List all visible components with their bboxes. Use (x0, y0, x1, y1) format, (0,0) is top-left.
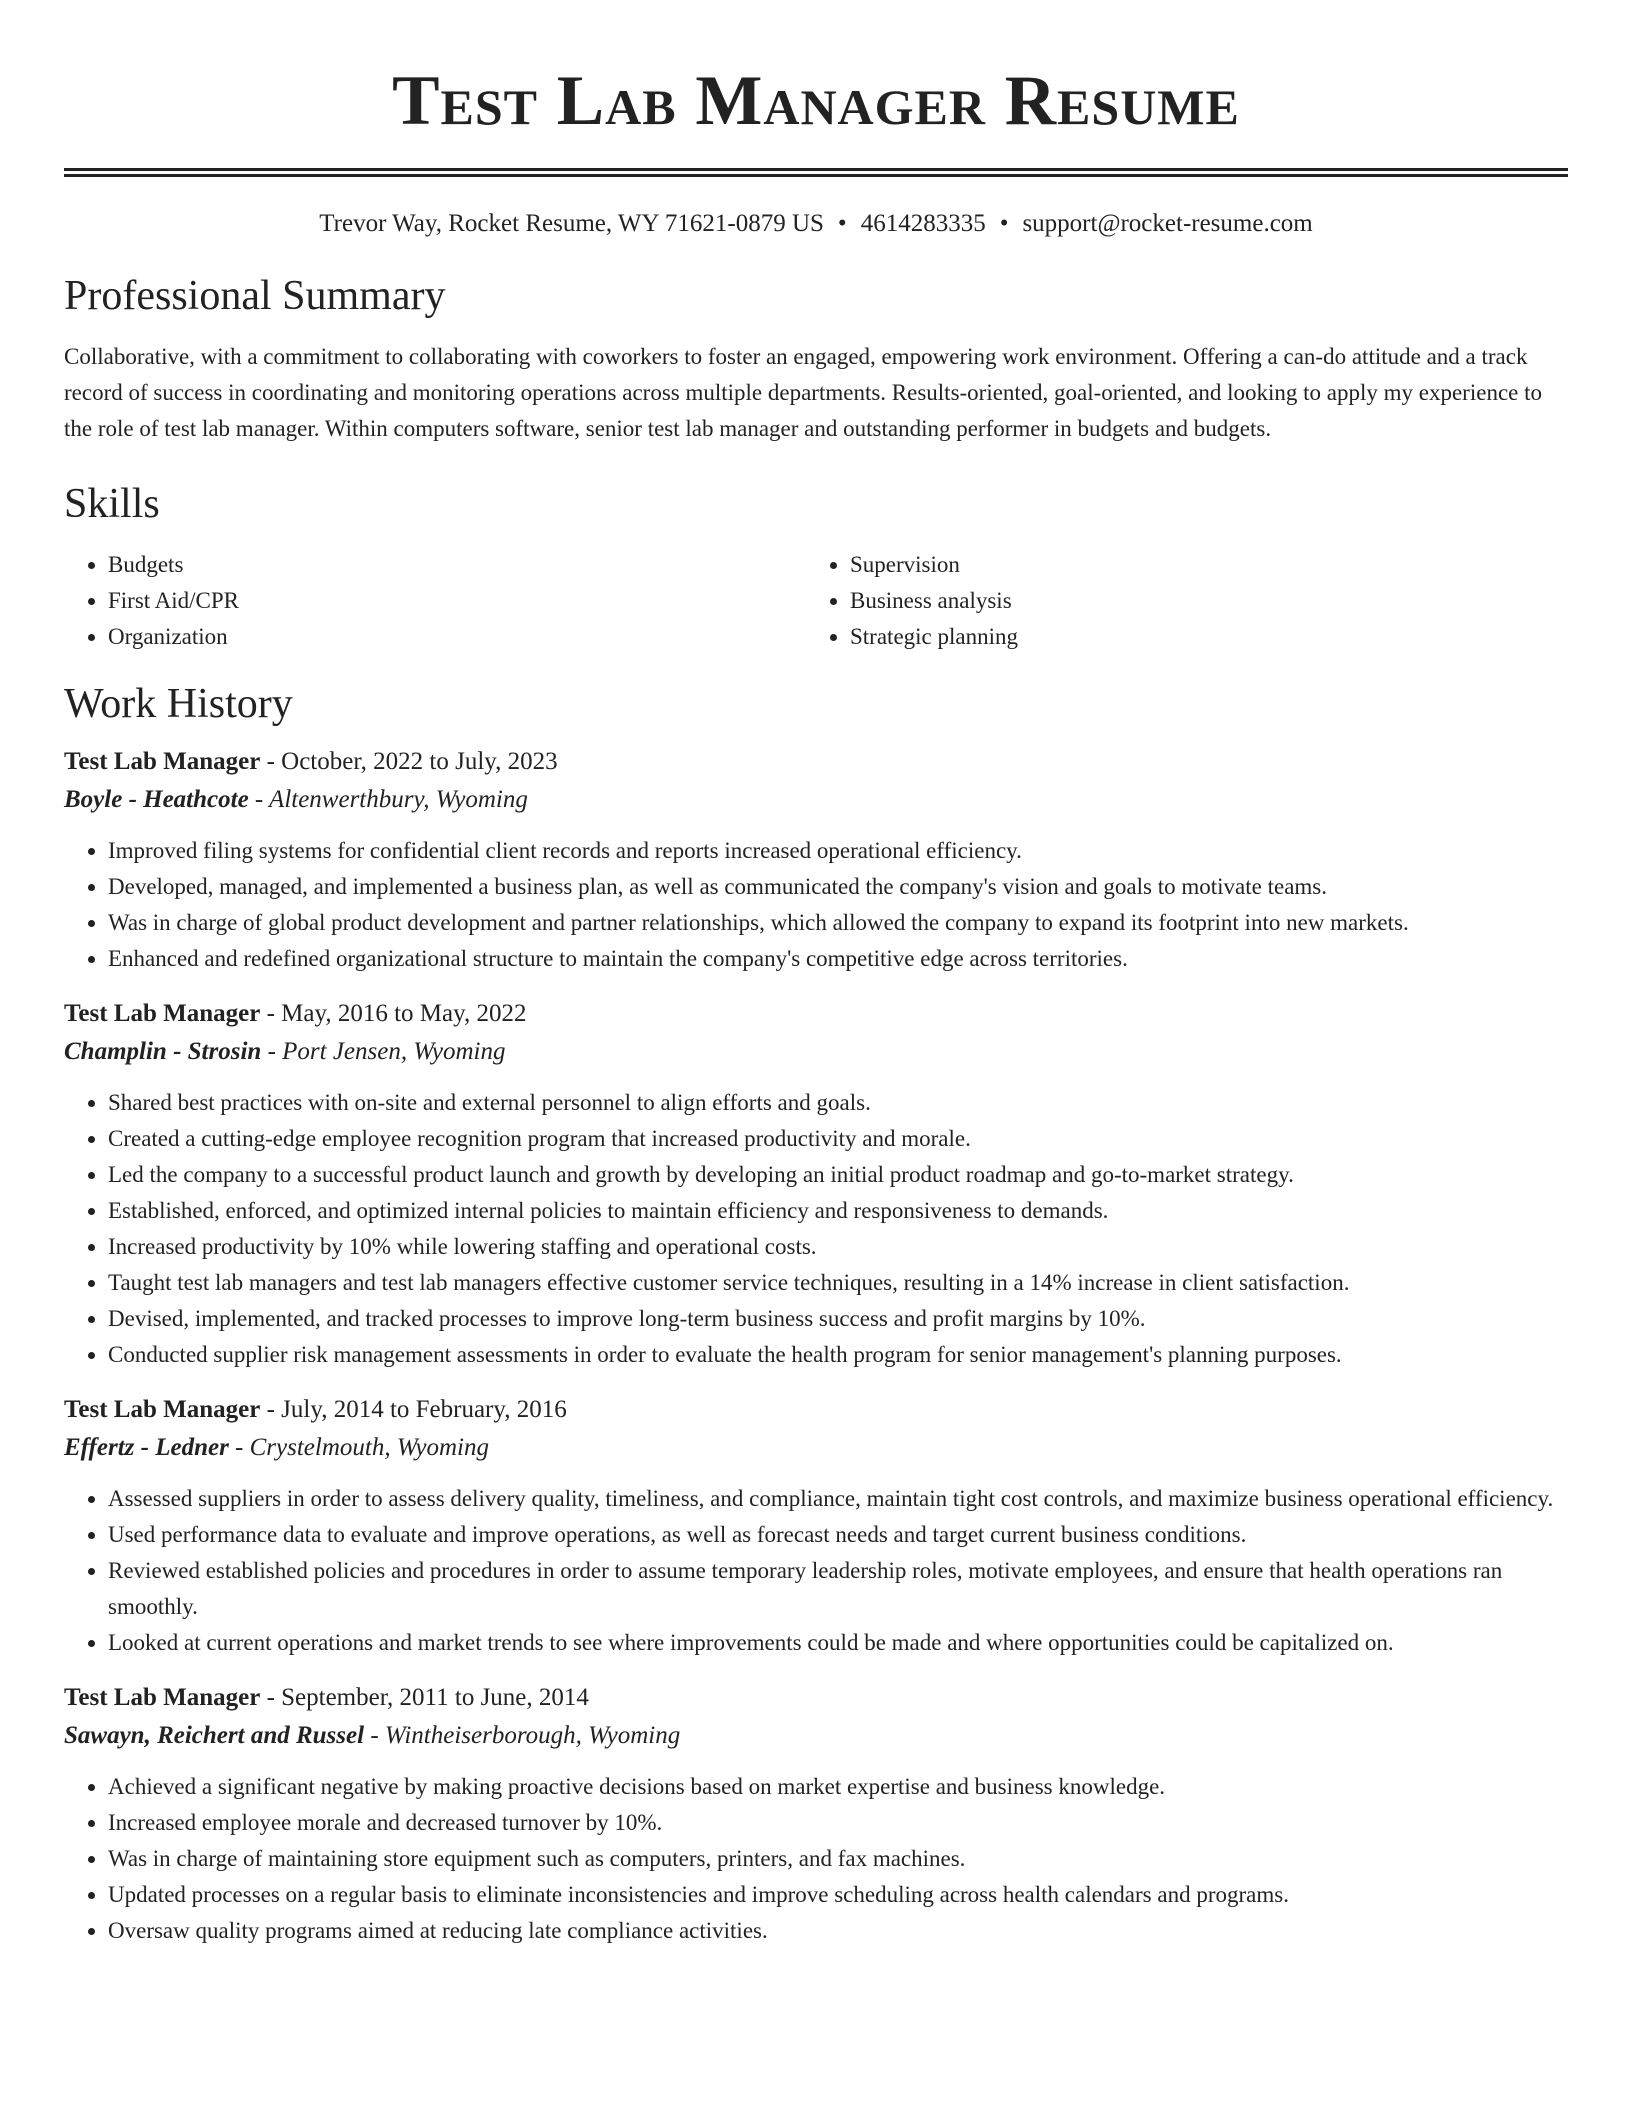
job-title-line (64, 995, 1568, 1033)
job-dash: - (260, 1396, 282, 1423)
job-dates: May, 2016 to May, 2022 (281, 1000, 527, 1027)
job-bullet: • Developed, managed, and implemented a business plan, as well as communicated the company's vision and goals to motivate teams. (108, 869, 1568, 905)
job-bullets (64, 833, 1568, 977)
skill-item: • Budgets (108, 547, 806, 583)
job-location: Crystelmouth, Wyoming (249, 1434, 489, 1461)
job-bullet: • Taught test lab managers and test lab managers effective customer service techniques, resulting in a 14% increase in client satisfaction. (108, 1265, 1568, 1301)
job-entry (64, 1391, 1568, 1661)
job-bullet: • Oversaw quality programs aimed at reducing late compliance activities. (108, 1913, 1568, 1949)
job-dates: July, 2014 to February, 2016 (281, 1396, 567, 1423)
skills-column-right (806, 547, 1548, 655)
job-location: Wintheiserborough, Wyoming (384, 1722, 681, 1749)
job-dash: - (260, 1000, 282, 1027)
job-dash: - (260, 748, 282, 775)
contact-address: Trevor Way, Rocket Resume, WY 71621-0879 US (319, 210, 824, 237)
skills-column-left (64, 547, 806, 655)
job-company: Sawayn, Reichert and Russel (64, 1722, 365, 1749)
job-dash: - (228, 1434, 250, 1461)
work-history-heading: Work History (64, 681, 293, 727)
skill-item: • Business analysis (850, 583, 1548, 619)
job-bullet: • Led the company to a successful product launch and growth by developing an initial product roadmap and go-to-market strategy. (108, 1157, 1568, 1193)
job-company: Champlin - Strosin (64, 1038, 262, 1065)
job-bullet: • Improved filing systems for confidential client records and reports increased operational efficiency. (108, 833, 1568, 869)
contact-line (64, 209, 1568, 239)
summary-heading: Professional Summary (64, 273, 446, 319)
job-bullet: • Conducted supplier risk management assessments in order to evaluate the health program for senior management's planning purposes. (108, 1337, 1568, 1373)
job-bullet: • Created a cutting-edge employee recognition program that increased productivity and morale. (108, 1121, 1568, 1157)
job-entry (64, 1679, 1568, 1949)
job-bullet: • Looked at current operations and market trends to see where improvements could be made and where opportunities could be capitalized on. (108, 1625, 1568, 1661)
job-bullets (64, 1769, 1568, 1949)
job-dash: - (248, 786, 270, 813)
job-company-line (64, 781, 1568, 819)
resume-page (64, 0, 1568, 1949)
skills-list (64, 547, 1568, 655)
job-entry (64, 743, 1568, 977)
job-title-line (64, 743, 1568, 781)
job-company: Boyle - Heathcote (64, 786, 249, 813)
skills-heading: Skills (64, 481, 160, 527)
job-dash: - (261, 1038, 283, 1065)
contact-separator: • (999, 210, 1009, 237)
job-company-line (64, 1033, 1568, 1071)
job-bullet: • Used performance data to evaluate and improve operations, as well as forecast needs and target current business conditions. (108, 1517, 1568, 1553)
job-bullet: • Increased productivity by 10% while lowering staffing and operational costs. (108, 1229, 1568, 1265)
job-dates: October, 2022 to July, 2023 (281, 748, 558, 775)
job-bullets (64, 1481, 1568, 1661)
job-bullet: • Established, enforced, and optimized internal policies to maintain efficiency and responsiveness to demands. (108, 1193, 1568, 1229)
job-bullet: • Was in charge of maintaining store equipment such as computers, printers, and fax machines. (108, 1841, 1568, 1877)
skill-item: • Strategic planning (850, 619, 1548, 655)
job-dash: - (364, 1722, 385, 1749)
job-bullet: • Increased employee morale and decreased turnover by 10%. (108, 1805, 1568, 1841)
job-bullets (64, 1085, 1568, 1373)
job-entry (64, 995, 1568, 1373)
job-title: Test Lab Manager (64, 1396, 261, 1423)
job-bullet: • Enhanced and redefined organizational structure to maintain the company's competitive edge across territories. (108, 941, 1568, 977)
job-bullet: • Was in charge of global product development and partner relationships, which allowed the company to expand its footprint into new markets. (108, 905, 1568, 941)
work-history-list (64, 743, 1568, 1949)
contact-phone: 4614283335 (860, 210, 986, 237)
skill-item: • Organization (108, 619, 806, 655)
job-bullet: • Reviewed established policies and procedures in order to assume temporary leadership roles, motivate employees, and ensure that health operations ran smoothly. (108, 1553, 1568, 1625)
skill-item: • Supervision (850, 547, 1548, 583)
job-location: Altenwerthbury, Wyoming (269, 786, 528, 813)
job-bullet: • Shared best practices with on-site and external personnel to align efforts and goals. (108, 1085, 1568, 1121)
job-location: Port Jensen, Wyoming (282, 1038, 506, 1065)
contact-separator: • (837, 210, 847, 237)
job-dash: - (260, 1684, 282, 1711)
page-title: Test Lab Manager Resume (392, 62, 1240, 140)
job-company-line (64, 1717, 1568, 1755)
contact-email: support@rocket-resume.com (1022, 210, 1313, 237)
job-title-line (64, 1679, 1568, 1717)
job-title: Test Lab Manager (64, 1684, 261, 1711)
job-title: Test Lab Manager (64, 1000, 261, 1027)
job-title-line (64, 1391, 1568, 1429)
job-title: Test Lab Manager (64, 748, 261, 775)
job-company: Effertz - Ledner (64, 1434, 229, 1461)
job-bullet: • Updated processes on a regular basis to eliminate inconsistencies and improve scheduling across health calendars and programs. (108, 1877, 1568, 1913)
summary-text: Collaborative, with a commitment to collaborating with coworkers to foster an engaged, empowering work environment. Offering a can-do attitude and a track record of success in coordinating and monitoring operations across multiple departments. Results-oriented, goal-oriented, and looking to apply my experience to the role of test lab manager. Within computers software, senior test lab manager and outstanding performer in budgets and budgets. (64, 344, 1542, 441)
title-divider (64, 168, 1568, 177)
job-bullet: • Assessed suppliers in order to assess delivery quality, timeliness, and compliance, maintain tight cost controls, and maximize business operational efficiency. (108, 1481, 1568, 1517)
job-bullet: • Achieved a significant negative by making proactive decisions based on market expertise and business knowledge. (108, 1769, 1568, 1805)
skill-item: • First Aid/CPR (108, 583, 806, 619)
job-dates: September, 2011 to June, 2014 (281, 1684, 589, 1711)
job-bullet: • Devised, implemented, and tracked processes to improve long-term business success and profit margins by 10%. (108, 1301, 1568, 1337)
job-company-line (64, 1429, 1568, 1467)
